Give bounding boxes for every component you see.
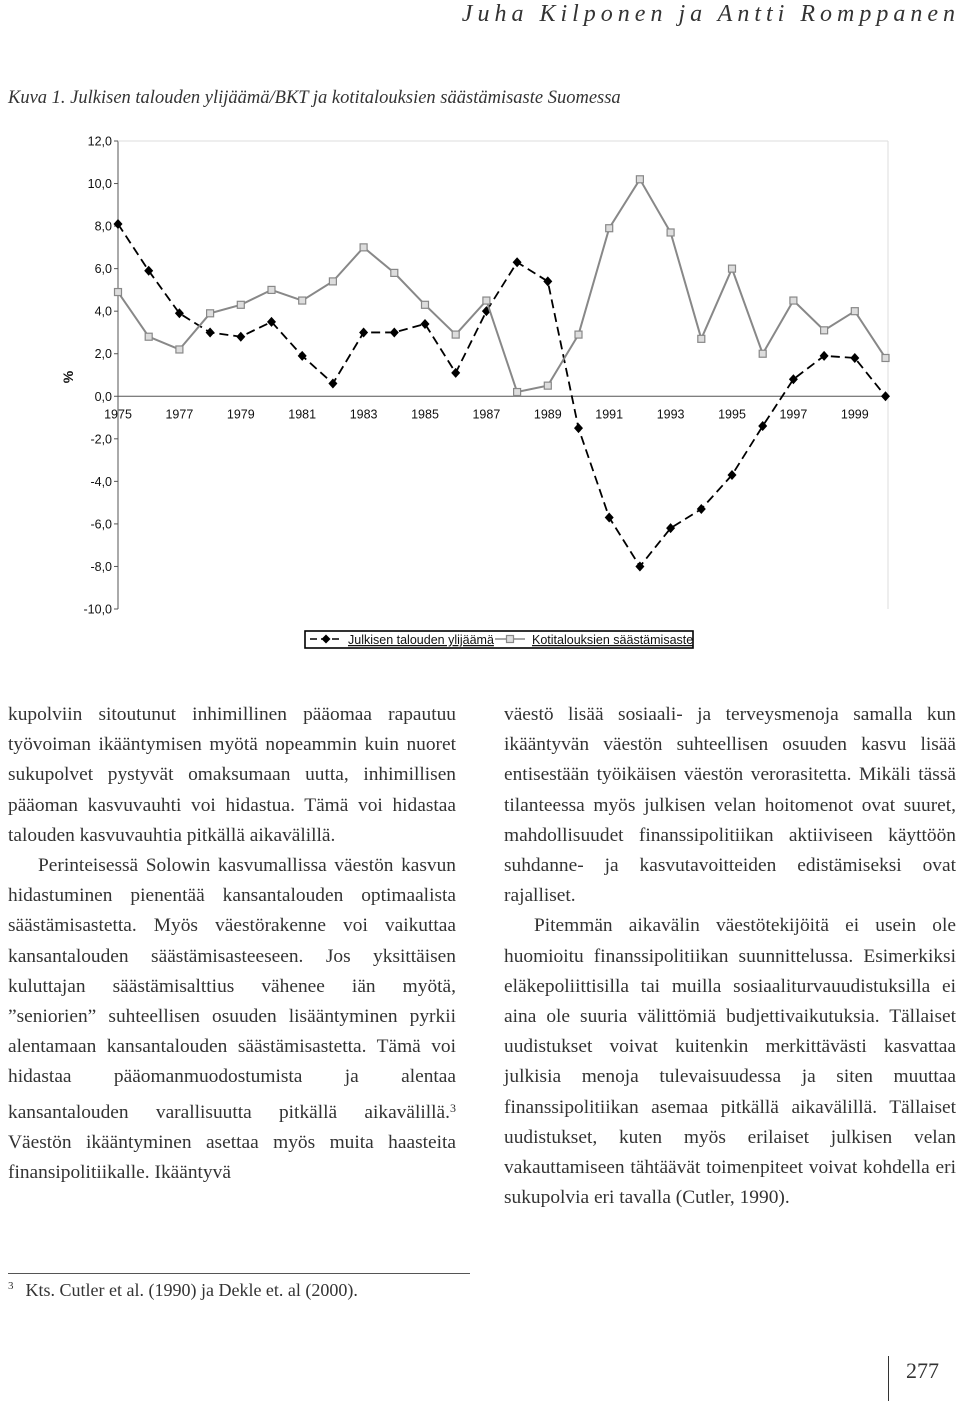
chart-plot-area: [118, 141, 888, 609]
saving-rate-point: [452, 331, 459, 338]
surplus-point: [236, 332, 245, 342]
y-tick-label: 12,0: [87, 134, 112, 149]
x-tick-label: 1983: [349, 407, 378, 422]
saving-rate-point: [299, 297, 306, 304]
x-tick-label: 1975: [104, 407, 132, 422]
surplus-point: [881, 391, 890, 401]
surplus-point: [574, 423, 583, 433]
footnote-marker: 3: [8, 1280, 14, 1292]
running-head: Juha Kilponen ja Antti Romppanen: [461, 1, 960, 27]
saving-rate-point: [729, 265, 736, 272]
x-tick-label: 1995: [718, 407, 746, 422]
saving-rate-point: [145, 333, 152, 340]
surplus-point: [697, 504, 706, 514]
left-paragraph-2-text: Perinteisessä Solowin kasvumallissa väestön kasvun hidastuminen pienentää kansantalouden optimaalista säästämisastetta. Myös väestörakenne voi vaikuttaa kansantalouden säästämisasteeseen. Jos yksittäisen kuluttajan säästämisalttius vähenee iän myötä, ”seniorien” suhteellisen osuuden lisääntyminen pyrkii alentamaan kansantalouden säästämisastetta. Tämä voi hidastaa pääomanmuodostumista ja alentaa kansantalouden varallisuutta pitkällä aikavälillä.: [8, 855, 456, 1123]
saving-rate-point: [851, 308, 858, 315]
saving-rate-point: [483, 297, 490, 304]
x-tick-label: 1979: [226, 407, 255, 422]
saving-rate-point: [790, 297, 797, 304]
x-tick-label: 1977: [165, 407, 194, 422]
surplus-point: [451, 368, 460, 378]
x-tick-label: 1987: [472, 407, 501, 422]
footnote: [8, 1280, 478, 1301]
saving-rate-point: [329, 278, 336, 285]
saving-rate-point: [514, 389, 521, 396]
saving-rate-point: [360, 244, 367, 251]
saving-rate-point: [606, 225, 613, 232]
text-column-left: [8, 700, 456, 1188]
saving-rate-point: [821, 327, 828, 334]
x-tick-label: 1997: [779, 407, 808, 422]
series-line-0: [118, 224, 886, 566]
footnote-reference: 3: [450, 1100, 456, 1115]
saving-rate-point: [422, 301, 429, 308]
legend-marker-saving: [507, 636, 514, 643]
surplus-point: [543, 276, 552, 286]
x-tick-label: 1993: [656, 407, 685, 422]
text-column-right: [504, 700, 956, 1213]
left-paragraph-1: kupolviin sitoutunut inhimillinen pääomaa rapautuu työvoiman ikääntymisen myötä nopeammin kuin nuoret sukupolvet pystyvät omaksumaan uutta, inhimillisen pääoman kasvuvauhti voi hidastua. Tämä voi hidastaa talouden kasvuvauhtia pitkällä aikavälillä.: [8, 704, 456, 846]
right-paragraph-2: Pitemmän aikavälin väestötekijöitä ei usein ole huomioitu finanssipolitiikan suunnittelussa. Esimerkiksi eläkepoliittisilla tai muilla sosiaaliturvauudistuksilla ei aina ole suuria välittömiä budjettivaikutuksia. Tällaiset uudistukset voivat kuitenkin merkittävästi kasvattaa julkisia menoja tulevaisuudessa ja siten muuttaa finanssipolitiikan asemaa pitkällä aikavälillä. Tällaiset uudistukset, kuten myös erilaiset julkisen velan vakauttamiseen tähtäävät toimenpiteet voivat kohdella eri sukupolvia eri tavalla (Cutler, 1990).: [504, 915, 956, 1209]
chart-series: [114, 176, 891, 572]
page-number: 277: [906, 1358, 939, 1383]
chart-legend: [305, 631, 693, 648]
footnote-text: Kts. Cutler et al. (1990) ja Dekle et. al (2000).: [25, 1280, 358, 1300]
saving-rate-point: [698, 335, 705, 342]
y-tick-label: -10,0: [83, 602, 112, 617]
saving-rate-point: [115, 289, 122, 296]
x-tick-labels: [104, 407, 869, 421]
y-tick-label: 8,0: [94, 219, 112, 234]
surplus-point: [390, 327, 399, 337]
left-paragraph-2-continuation: Väestön ikääntyminen asettaa myös muita haasteita finansipolitiikalle. Ikääntyvä: [8, 1131, 456, 1184]
left-paragraph-2: [8, 851, 456, 1188]
savings-surplus-chart: [40, 125, 920, 655]
y-tick-labels: [84, 135, 119, 617]
saving-rate-point: [544, 382, 551, 389]
saving-rate-point: [759, 350, 766, 357]
y-tick-label: -4,0: [90, 474, 112, 489]
y-tick-label: 6,0: [94, 262, 112, 277]
figure-caption: Kuva 1. Julkisen talouden ylijäämä/BKT ja kotitalouksien säästämisaste Suomessa: [8, 88, 621, 108]
footnote-rule: [8, 1273, 470, 1274]
saving-rate-point: [636, 176, 643, 183]
y-tick-label: -8,0: [90, 559, 112, 574]
y-axis-label: %: [60, 370, 76, 384]
x-tick-label: 1999: [840, 407, 869, 422]
saving-rate-point: [667, 229, 674, 236]
y-tick-label: 2,0: [94, 347, 112, 362]
saving-rate-point: [268, 286, 275, 293]
y-tick-label: -2,0: [90, 432, 112, 447]
saving-rate-point: [391, 269, 398, 276]
x-tick-label: 1989: [533, 407, 562, 422]
saving-rate-point: [882, 354, 889, 361]
page-number-rule: [888, 1356, 889, 1401]
y-tick-label: 4,0: [94, 304, 112, 319]
saving-rate-point: [575, 331, 582, 338]
legend-label-saving: Kotitalouksien säästämisaste: [532, 633, 694, 647]
x-tick-label: 1991: [595, 407, 624, 422]
x-tick-label: 1985: [411, 407, 439, 422]
y-tick-label: 0,0: [94, 389, 112, 404]
saving-rate-point: [176, 346, 183, 353]
surplus-point: [206, 327, 215, 337]
y-tick-label: 10,0: [87, 177, 112, 192]
saving-rate-point: [207, 310, 214, 317]
saving-rate-point: [237, 301, 244, 308]
x-tick-label: 1981: [288, 407, 317, 422]
right-paragraph-1: väestö lisää sosiaali- ja terveysmenoja samalla kun ikääntyvän väestön suhteellisen osuuden kasvu lisää entisestään työikäisen väestön verorasitetta. Mikäli tässä tilanteessa myös julkisen velan hoitomenot ovat suuret, mahdollisuudet finanssipolitiikan aktiiviseen käyttöön suhdanne- ja kasvutavoitteiden edistämiseksi ovat rajalliset.: [504, 704, 956, 907]
legend-label-surplus: Julkisen talouden ylijäämä: [348, 633, 494, 647]
y-tick-label: -6,0: [90, 517, 112, 532]
surplus-point: [513, 257, 522, 267]
